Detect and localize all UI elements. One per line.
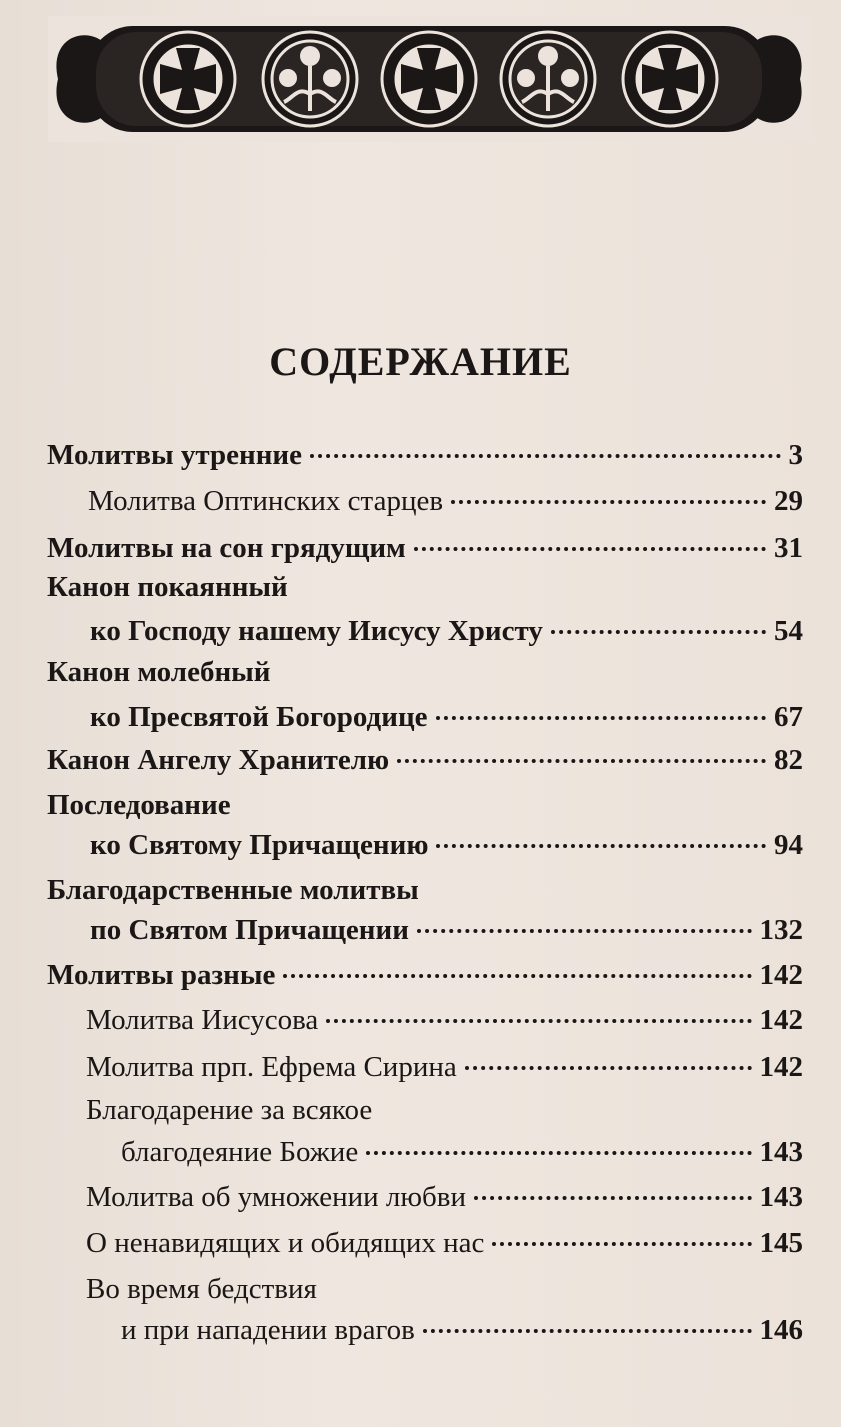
toc-entry-title: Канон Ангелу Хранителю xyxy=(47,744,390,776)
toc-entry-heading xyxy=(47,570,288,604)
dot-leader xyxy=(436,716,766,720)
toc-entry-heading xyxy=(47,788,231,822)
toc-entry-heading xyxy=(86,1272,317,1306)
toc-entry-title: Молитва Оптинских старцев xyxy=(88,485,444,517)
toc-entry-heading xyxy=(47,873,419,907)
toc-entry-title: Благодарственные молитвы xyxy=(47,874,419,906)
toc-entry[interactable] xyxy=(121,1313,803,1347)
toc-entry-title: Канон молебный xyxy=(47,656,271,688)
dot-leader xyxy=(492,1242,751,1246)
toc-entry-page: 67 xyxy=(774,701,803,733)
toc-entry-title: благодеяние Божие xyxy=(121,1136,359,1168)
toc-entry-page: 142 xyxy=(759,1004,803,1036)
toc-entry-page: 3 xyxy=(788,439,803,471)
toc-entry-title: Канон покаянный xyxy=(47,571,288,603)
toc-entry-page: 29 xyxy=(774,485,803,517)
toc-entry-title: Молитвы на сон грядущим xyxy=(47,532,406,564)
dot-leader xyxy=(310,454,781,458)
toc-entry-title: ко Святому Причащению xyxy=(90,829,429,861)
toc-entry-page: 132 xyxy=(759,914,803,946)
toc-entry-page: 146 xyxy=(759,1314,803,1346)
toc-entry-page: 31 xyxy=(774,532,803,564)
dot-leader xyxy=(283,974,751,978)
dot-leader xyxy=(414,547,766,551)
toc-entry-title: ко Господу нашему Иисусу Христу xyxy=(90,615,543,647)
dot-leader xyxy=(397,759,766,763)
toc-entry[interactable] xyxy=(90,913,803,947)
toc-entry[interactable] xyxy=(86,1226,803,1260)
toc-entry-title: Во время бедствия xyxy=(86,1273,317,1305)
toc-entry-page: 94 xyxy=(774,829,803,861)
toc-entry-page: 143 xyxy=(759,1181,803,1213)
toc-entry-title: Молитвы разные xyxy=(47,959,276,991)
dot-leader xyxy=(551,630,766,634)
toc-entry-page: 82 xyxy=(774,744,803,776)
toc-entry-title: Молитва Иисусова xyxy=(86,1004,319,1036)
toc-entry[interactable] xyxy=(86,1180,803,1214)
dot-leader xyxy=(417,929,752,933)
toc-entry[interactable] xyxy=(90,614,803,648)
toc-entry[interactable] xyxy=(121,1135,803,1169)
toc-entry[interactable] xyxy=(90,828,803,862)
toc-entry[interactable] xyxy=(88,484,803,518)
dot-leader xyxy=(465,1066,752,1070)
toc-entry[interactable] xyxy=(47,531,803,565)
toc-entry-page: 145 xyxy=(759,1227,803,1259)
toc-entry-title: по Святом Причащении xyxy=(90,914,409,946)
toc-entry-title: Молитва прп. Ефрема Сирина xyxy=(86,1051,457,1083)
toc-entry[interactable] xyxy=(86,1003,803,1037)
dot-leader xyxy=(366,1151,751,1155)
toc-entry-title: О ненавидящих и обидящих нас xyxy=(86,1227,485,1259)
toc-entry-page: 54 xyxy=(774,615,803,647)
toc-entry-title: ко Пресвятой Богородице xyxy=(90,701,428,733)
toc-entry-title: Молитва об умножении любви xyxy=(86,1181,466,1213)
toc-entry-title: Последование xyxy=(47,789,231,821)
toc-entry[interactable] xyxy=(90,700,803,734)
dot-leader xyxy=(474,1196,752,1200)
toc-entry-title: Молитвы утренние xyxy=(47,439,302,471)
toc-entry[interactable] xyxy=(47,958,803,992)
toc-entry[interactable] xyxy=(47,438,803,472)
toc-entry-page: 142 xyxy=(759,1051,803,1083)
toc-entry-heading xyxy=(47,655,271,689)
dot-leader xyxy=(423,1329,752,1333)
toc-entry[interactable] xyxy=(47,743,803,777)
dot-leader xyxy=(326,1019,751,1023)
dot-leader xyxy=(451,500,766,504)
toc-entry-page: 142 xyxy=(759,959,803,991)
dot-leader xyxy=(436,844,766,848)
page-title: СОДЕРЖАНИЕ xyxy=(269,339,572,384)
toc-entry-page: 143 xyxy=(759,1136,803,1168)
toc-entry-title: Благодарение за всякое xyxy=(86,1094,373,1126)
toc-entry[interactable] xyxy=(86,1050,803,1084)
toc-entry-heading xyxy=(86,1093,372,1127)
toc-entry-title: и при нападении врагов xyxy=(121,1314,415,1346)
